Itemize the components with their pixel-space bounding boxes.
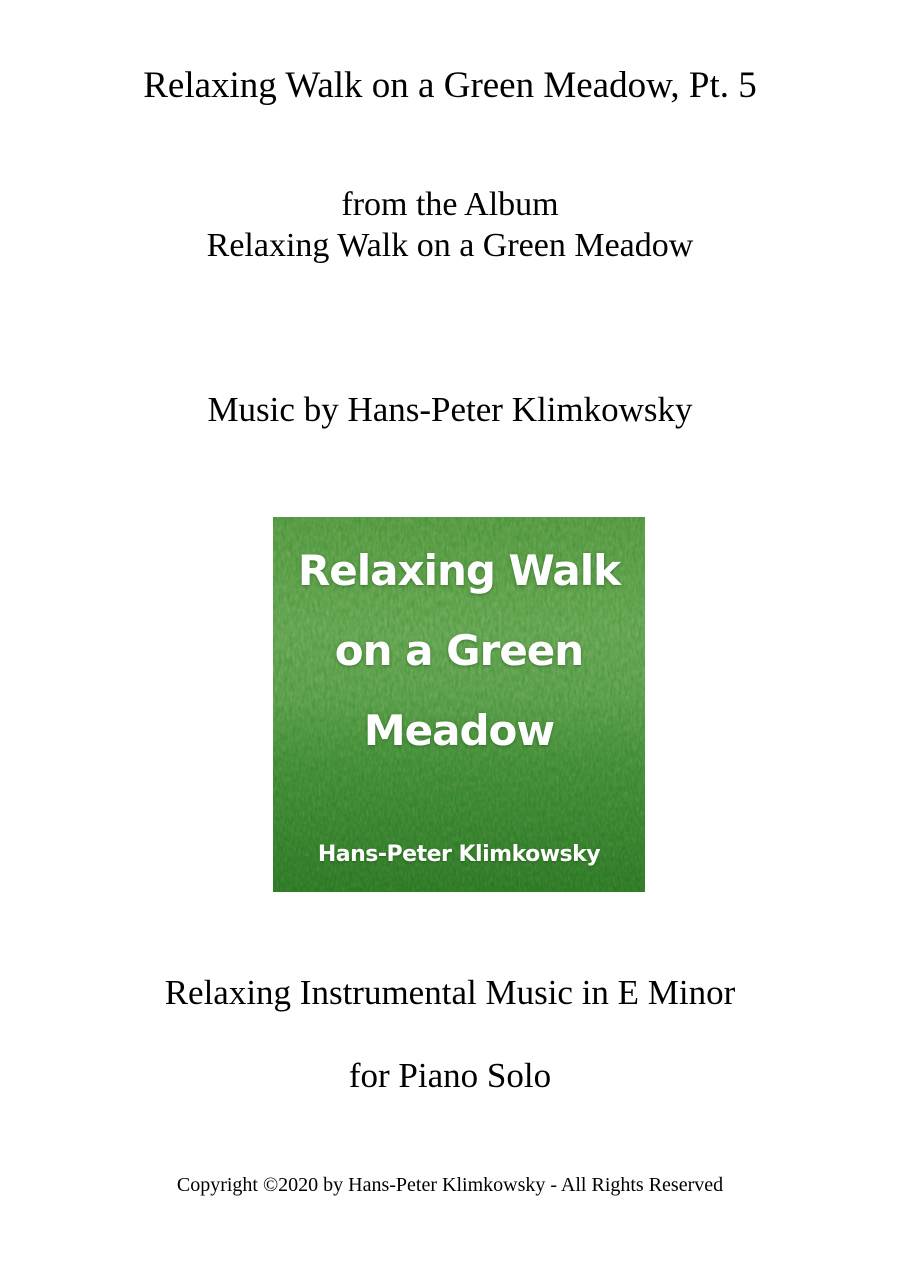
cover-title-line3: Meadow — [363, 706, 555, 755]
cover-title-text — [273, 531, 645, 771]
cover-title-line1: Relaxing Walk — [297, 546, 621, 595]
copyright-line: Copyright ©2020 by Hans-Peter Klimkowsky - All Rights Reserved — [176, 1174, 724, 1196]
piece-title: Relaxing Walk on a Green Meadow, Pt. 5 — [143, 65, 757, 106]
subtitle-line: Relaxing Instrumental Music in E Minor — [164, 973, 736, 1012]
cover-title-line2: on a Green — [334, 626, 584, 675]
composer-credit: Music by Hans-Peter Klimkowsky — [207, 390, 693, 429]
album-cover-art — [273, 517, 645, 892]
album-name: Relaxing Walk on a Green Meadow — [206, 227, 694, 264]
album-prefix: from the Album — [341, 186, 559, 223]
album-block — [0, 184, 900, 266]
instrumentation-line: for Piano Solo — [348, 1056, 552, 1095]
cover-artist-name: Hans-Peter Klimkowsky — [317, 842, 601, 867]
